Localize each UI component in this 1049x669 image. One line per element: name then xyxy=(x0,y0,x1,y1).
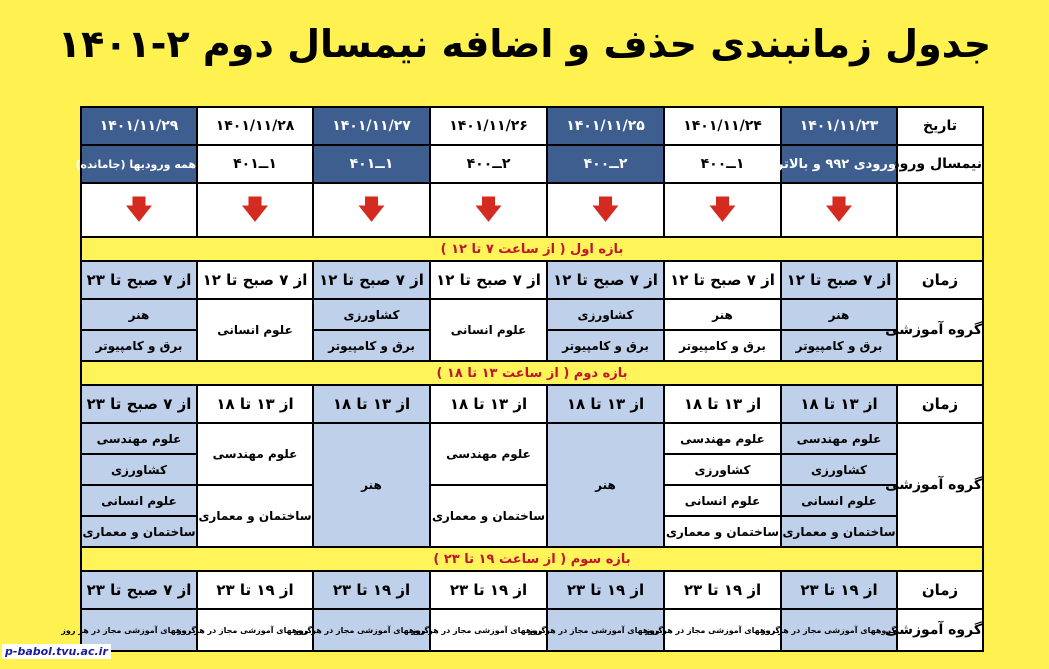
group-cell: گروههای آموزشی مجاز در هر روز xyxy=(430,609,547,651)
dates-row xyxy=(81,107,983,145)
date-label: تاریخ xyxy=(897,107,983,145)
time-cell: از ۱۹ تا ۲۳ xyxy=(664,571,781,609)
date-cell: ۱۴۰۱/۱۱/۲۴ xyxy=(664,107,781,145)
group-cell: گروههای آموزشی مجاز در هر روز xyxy=(664,609,781,651)
date-cell: ۱۴۰۱/۱۱/۲۶ xyxy=(430,107,547,145)
entries-row xyxy=(81,145,983,183)
page-title: جدول زمانبندی حذف و اضافه نیمسال دوم ۲-۱۴۰۱ xyxy=(57,22,992,66)
group-cell: گروههای آموزشی مجاز در هر روز xyxy=(313,609,430,651)
slot1-band: بازه اول ( از ساعت ۷ تا ۱۲ ) xyxy=(81,237,983,261)
time-cell: از ۱۳ تا ۱۸ xyxy=(197,385,313,423)
date-cell: ۱۴۰۱/۱۱/۲۸ xyxy=(197,107,313,145)
arrow-spacer xyxy=(897,183,983,237)
time-cell: از ۱۹ تا ۲۳ xyxy=(313,571,430,609)
date-cell: ۱۴۰۱/۱۱/۲۵ xyxy=(547,107,664,145)
group-cell: کشاورزی xyxy=(313,299,430,330)
time-cell: از ۱۹ تا ۲۳ xyxy=(430,571,547,609)
group-cell: هنر xyxy=(781,299,897,330)
group-cell: ساختمان و معماری xyxy=(197,485,313,547)
group-cell: ساختمان و معماری xyxy=(81,516,197,547)
group-cell: برق و کامپیوتر xyxy=(664,330,781,361)
time-label: زمان xyxy=(897,385,983,423)
down-arrow-icon: 🡇 xyxy=(547,183,664,237)
time-cell: از ۷ صبح تا ۲۳ xyxy=(81,571,197,609)
down-arrow-icon: 🡇 xyxy=(781,183,897,237)
group-cell: گروههای آموزشی مجاز در هر روز xyxy=(547,609,664,651)
group-label: گروه آموزشی xyxy=(897,299,983,361)
group-cell: هنر xyxy=(81,299,197,330)
arrows-row xyxy=(81,183,983,237)
time-label: زمان xyxy=(897,261,983,299)
group-cell: کشاورزی xyxy=(781,454,897,485)
group-cell: علوم مهندسی xyxy=(781,423,897,454)
group-cell: کشاورزی xyxy=(664,454,781,485)
time-cell: از ۱۹ تا ۲۳ xyxy=(781,571,897,609)
group-cell: گروههای آموزشی مجاز در هر روز xyxy=(781,609,897,651)
date-cell: ۱۴۰۱/۱۱/۲۷ xyxy=(313,107,430,145)
time-cell: از ۱۹ تا ۲۳ xyxy=(197,571,313,609)
group-cell: برق و کامپیوتر xyxy=(781,330,897,361)
group-cell: هنر xyxy=(313,423,430,547)
group-cell: علوم انسانی xyxy=(197,299,313,361)
time-cell: از ۱۳ تا ۱۸ xyxy=(430,385,547,423)
time-cell: از ۷ صبح تا ۱۲ xyxy=(781,261,897,299)
slot2-times-row xyxy=(81,385,983,423)
time-cell: از ۷ صبح تا ۲۳ xyxy=(81,385,197,423)
group-cell: هنر xyxy=(547,423,664,547)
time-label: زمان xyxy=(897,571,983,609)
group-cell: کشاورزی xyxy=(547,299,664,330)
group-cell: علوم انسانی xyxy=(81,485,197,516)
time-cell: از ۱۳ تا ۱۸ xyxy=(547,385,664,423)
slot1-times-row xyxy=(81,261,983,299)
down-arrow-icon: 🡇 xyxy=(313,183,430,237)
entry-cell: ۲ــ۴۰۰ xyxy=(547,145,664,183)
group-cell: علوم مهندسی xyxy=(81,423,197,454)
date-cell: ۱۴۰۱/۱۱/۲۹ xyxy=(81,107,197,145)
entry-cell: ۱ــ۴۰۱ xyxy=(313,145,430,183)
time-cell: از ۷ صبح تا ۲۳ xyxy=(81,261,197,299)
group-cell: علوم مهندسی xyxy=(430,423,547,485)
slot3-groups-row xyxy=(81,609,983,651)
entry-label: نیمسال ورود xyxy=(897,145,983,183)
time-cell: از ۱۳ تا ۱۸ xyxy=(313,385,430,423)
down-arrow-icon: 🡇 xyxy=(430,183,547,237)
group-cell: برق و کامپیوتر xyxy=(547,330,664,361)
group-cell: گروههای آموزشی مجاز در هر روز xyxy=(81,609,197,651)
group-cell: ساختمان و معماری xyxy=(664,516,781,547)
entry-cell: همه ورودیها (جامانده) xyxy=(81,145,197,183)
group-cell: هنر xyxy=(664,299,781,330)
date-cell: ۱۴۰۱/۱۱/۲۳ xyxy=(781,107,897,145)
group-label: گروه آموزشی xyxy=(897,423,983,547)
group-cell: کشاورزی xyxy=(81,454,197,485)
group-cell: علوم انسانی xyxy=(781,485,897,516)
entry-cell: ورودی ۹۹۲ و بالاتر xyxy=(781,145,897,183)
slot3-band: بازه سوم ( از ساعت ۱۹ تا ۲۳ ) xyxy=(81,547,983,571)
down-arrow-icon: 🡇 xyxy=(197,183,313,237)
time-cell: از ۷ صبح تا ۱۲ xyxy=(430,261,547,299)
group-cell: ساختمان و معماری xyxy=(430,485,547,547)
group-cell: علوم مهندسی xyxy=(197,423,313,485)
schedule-table xyxy=(61,106,984,652)
group-cell: علوم انسانی xyxy=(430,299,547,361)
time-cell: از ۷ صبح تا ۱۲ xyxy=(664,261,781,299)
time-cell: از ۷ صبح تا ۱۲ xyxy=(197,261,313,299)
group-cell: برق و کامپیوتر xyxy=(81,330,197,361)
down-arrow-icon: 🡇 xyxy=(81,183,197,237)
site-watermark: p-babol.tvu.ac.ir xyxy=(2,644,111,659)
group-cell: علوم انسانی xyxy=(664,485,781,516)
entry-cell: ۱ــ۴۰۰ xyxy=(664,145,781,183)
group-cell: برق و کامپیوتر xyxy=(313,330,430,361)
group-cell: ساختمان و معماری xyxy=(781,516,897,547)
entry-cell: ۲ــ۴۰۰ xyxy=(430,145,547,183)
slot2-band: بازه دوم ( از ساعت ۱۳ تا ۱۸ ) xyxy=(81,361,983,385)
slot3-times-row xyxy=(81,571,983,609)
down-arrow-icon: 🡇 xyxy=(664,183,781,237)
time-cell: از ۷ صبح تا ۱۲ xyxy=(547,261,664,299)
time-cell: از ۱۳ تا ۱۸ xyxy=(664,385,781,423)
time-cell: از ۱۹ تا ۲۳ xyxy=(547,571,664,609)
time-cell: از ۱۳ تا ۱۸ xyxy=(781,385,897,423)
entry-cell: ۱ــ۴۰۱ xyxy=(197,145,313,183)
group-label: گروه آموزشی xyxy=(897,609,983,651)
group-cell: گروههای آموزشی مجاز در هر روز xyxy=(197,609,313,651)
time-cell: از ۷ صبح تا ۱۲ xyxy=(313,261,430,299)
group-cell: علوم مهندسی xyxy=(664,423,781,454)
